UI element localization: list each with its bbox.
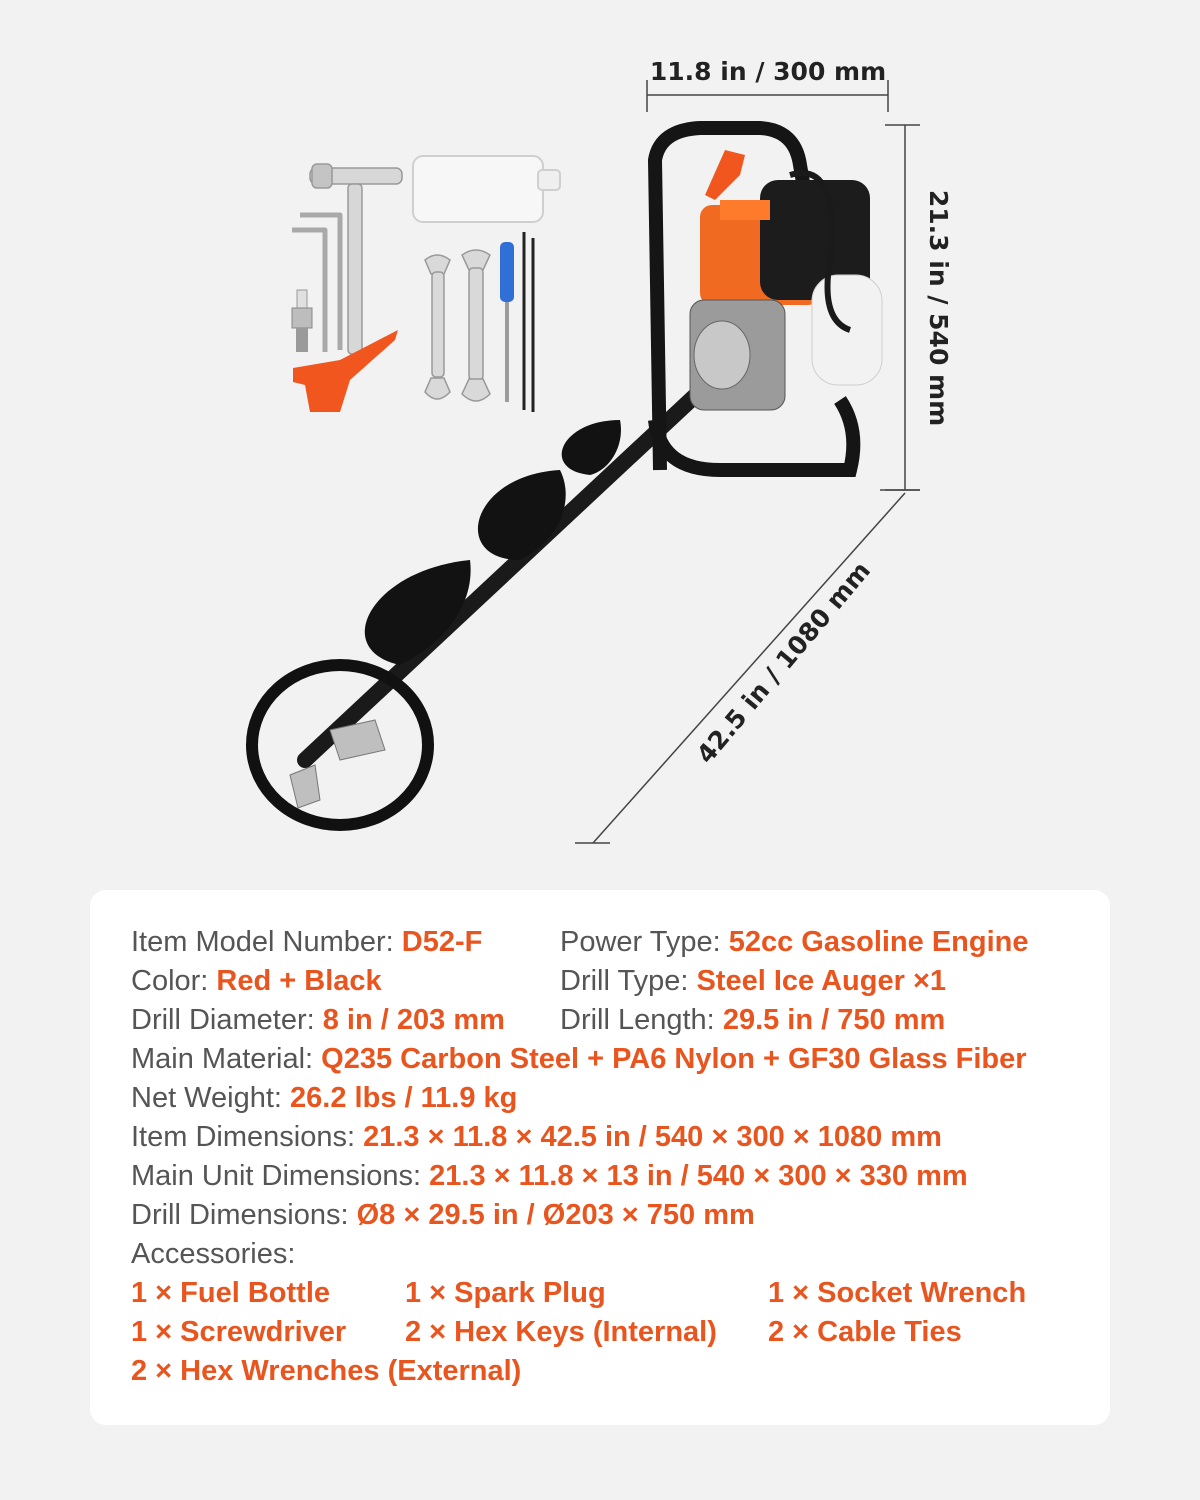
length-dimension: [575, 490, 920, 843]
length-dimension-label: 42.5 in / 1080 mm: [690, 556, 877, 770]
spec-drill-type-label: Drill Type:: [560, 965, 697, 997]
spec-weight: [131, 1080, 517, 1116]
spec-model-value: D52-F: [401, 926, 483, 958]
ice-auger-illustration: [252, 128, 882, 825]
accessories-label: Accessories:: [131, 1238, 296, 1270]
spec-material: [131, 1041, 1027, 1077]
spec-power-label: Power Type:: [560, 926, 729, 958]
cable-tie-icon: [524, 232, 533, 412]
spec-model-label: Item Model Number:: [131, 926, 402, 958]
accessory-socket-wrench: 1 × Socket Wrench: [768, 1277, 1027, 1309]
accessory-spark-plug: 1 × Spark Plug: [405, 1277, 606, 1309]
spec-item-dimensions-label: Item Dimensions:: [131, 1121, 364, 1153]
accessory-screwdriver: 1 × Screwdriver: [131, 1316, 347, 1348]
spec-drill-dimensions-label: Drill Dimensions:: [131, 1199, 357, 1231]
throttle-lever-icon: [293, 330, 398, 412]
spec-item-dimensions-value: 21.3 × 11.8 × 42.5 in / 540 × 300 × 1080 mm: [363, 1121, 942, 1153]
fuel-bottle-icon: [413, 156, 560, 222]
spec-color-label: Color:: [131, 965, 217, 997]
spec-drill-type-value: Steel Ice Auger ×1: [696, 965, 947, 997]
spec-material-label: Main Material:: [131, 1043, 322, 1075]
width-dimension-label: 11.8 in / 300 mm: [649, 57, 887, 86]
spec-diameter-label: Drill Diameter:: [131, 1004, 323, 1036]
spec-power: [560, 924, 1029, 960]
spec-color-value: Red + Black: [216, 965, 382, 997]
accessory-hex-keys: 2 × Hex Keys (Internal): [405, 1316, 717, 1348]
spec-drill-length-label: Drill Length:: [560, 1004, 723, 1036]
spec-diameter: [131, 1002, 505, 1038]
height-dimension: [885, 125, 920, 490]
spark-plug-icon: [292, 290, 312, 352]
spec-power-value: 52cc Gasoline Engine: [728, 926, 1029, 958]
screwdriver-icon: [500, 242, 514, 402]
spec-weight-label: Net Weight:: [131, 1082, 291, 1114]
open-wrench-icon: [425, 250, 490, 401]
accessory-cable-ties: 2 × Cable Ties: [768, 1316, 962, 1348]
spec-drill-dimensions-value: Ø8 × 29.5 in / Ø203 × 750 mm: [356, 1199, 755, 1231]
spec-main-unit-label: Main Unit Dimensions:: [131, 1160, 430, 1192]
spec-weight-value: 26.2 lbs / 11.9 kg: [290, 1082, 518, 1114]
spec-diameter-value: 8 in / 203 mm: [322, 1004, 505, 1036]
accessory-hex-wrenches: 2 × Hex Wrenches (External): [131, 1355, 522, 1387]
spec-material-value: Q235 Carbon Steel + PA6 Nylon + GF30 Glass Fiber: [321, 1043, 1027, 1075]
spec-main-unit-dimensions: [131, 1158, 968, 1194]
spec-main-unit-value: 21.3 × 11.8 × 13 in / 540 × 300 × 330 mm: [429, 1160, 968, 1192]
spec-drill-dimensions: [131, 1197, 755, 1233]
accessory-fuel-bottle: 1 × Fuel Bottle: [131, 1277, 331, 1309]
spec-drill-length-value: 29.5 in / 750 mm: [722, 1004, 946, 1036]
spec-color: [131, 963, 382, 999]
spec-drill-type: [560, 963, 946, 999]
spec-model: [131, 924, 482, 960]
specifications-card: [90, 890, 1110, 1425]
height-dimension-label: 21.3 in / 540 mm: [924, 189, 953, 427]
accessories-heading: [131, 1236, 295, 1272]
spec-drill-length: [560, 1002, 945, 1038]
spec-item-dimensions: [131, 1119, 942, 1155]
